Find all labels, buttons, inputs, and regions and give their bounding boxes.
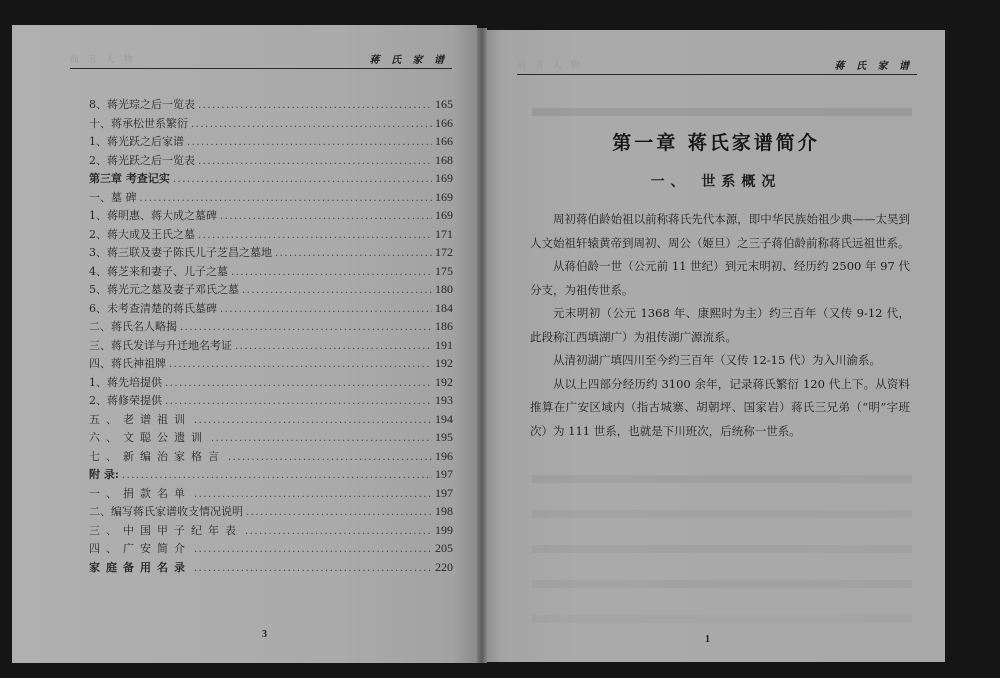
- toc-entry-page: 198: [435, 504, 453, 518]
- toc-entry-title: 2、蒋大成及王氏之墓: [89, 227, 195, 241]
- toc-leader-dots: [198, 227, 432, 244]
- toc-entry-page: 184: [435, 300, 453, 315]
- book-spine: [477, 28, 487, 663]
- toc-entry: [89, 132, 453, 151]
- toc-leader-dots: [165, 393, 432, 410]
- toc-leader-dots: [194, 560, 432, 577]
- toc-entry-title: 4、蒋芝来和妻子、儿子之墓: [89, 264, 228, 278]
- toc-entry-page: 166: [435, 115, 453, 130]
- toc-entry-page: 165: [435, 97, 453, 111]
- toc-entry: [89, 447, 453, 466]
- toc-entry-page: 196: [435, 448, 453, 463]
- toc-entry-page: 180: [435, 282, 453, 296]
- toc-entry-page: 191: [435, 337, 453, 352]
- toc-entry-page: 199: [435, 522, 453, 537]
- toc-leader-dots: [231, 264, 432, 281]
- running-head-section: 前 言 人 物: [70, 55, 136, 65]
- toc-leader-dots: [194, 412, 432, 429]
- toc-entry: [89, 114, 453, 133]
- toc-entry-page: 192: [435, 356, 453, 370]
- running-head-title: 蒋 氏 家 谱: [369, 55, 448, 66]
- toc-leader-dots: [211, 430, 432, 447]
- section-title: 一、 世系概况: [650, 174, 782, 190]
- toc-leader-dots: [198, 97, 432, 114]
- table-of-contents: [89, 95, 453, 576]
- toc-entry-title: 附 录:: [89, 468, 119, 481]
- toc-entry-title: 三、蒋氏发详与升迁地名考证: [89, 338, 232, 352]
- toc-entry-title: 5、蒋光元之墓及妻子邓氏之墓: [89, 283, 239, 296]
- toc-entry: [89, 262, 453, 281]
- toc-leader-dots: [220, 208, 432, 225]
- toc-entry-page: 166: [435, 134, 453, 148]
- toc-entry-page: 169: [435, 171, 453, 185]
- toc-entry: [89, 465, 453, 484]
- toc-leader-dots: [242, 282, 432, 299]
- toc-entry-title: 一、墓 碑: [89, 190, 137, 204]
- toc-leader-dots: [194, 541, 432, 558]
- paragraph: 周初蒋伯龄始祖以前称蒋氏先代本源，即中华民族始祖少典——太昊到人文始祖轩辕黄帝到周初、周公（姬旦）之三子蒋伯龄前称蒋氏远祖世系。: [530, 212, 910, 250]
- toc-entry: [89, 428, 453, 447]
- toc-entry: [89, 373, 453, 392]
- paragraph: 从以上四部分经历约 3100 余年，记录蒋氏繁衍 120 代上下。从资料推算在广安区域内（指古城寨、胡朝坪、国家岩）蒋氏三兄弟（“明”字班次）为 111 世系，也就是下川班次，后统称一世系。: [530, 376, 910, 438]
- body-text: [530, 208, 910, 443]
- toc-entry-title: 2、蒋光跃之后一览表: [89, 153, 195, 167]
- toc-entry: [89, 391, 453, 410]
- toc-leader-dots: [194, 486, 432, 503]
- page-number: 3: [262, 629, 267, 640]
- toc-leader-dots: [198, 153, 432, 170]
- toc-entry: [89, 225, 453, 244]
- toc-entry: [89, 206, 453, 225]
- toc-entry: [89, 354, 453, 373]
- toc-entry-title: 3、蒋三联及妻子陈氏儿子芝昌之墓地: [89, 246, 272, 259]
- toc-leader-dots: [246, 504, 432, 521]
- toc-entry: [89, 188, 453, 207]
- toc-entry-title: 1、蒋明惠、蒋大成之墓碑: [89, 209, 217, 222]
- toc-leader-dots: [235, 338, 432, 355]
- toc-entry: [89, 243, 453, 262]
- toc-leader-dots: [169, 356, 432, 373]
- toc-entry-page: 172: [435, 245, 453, 259]
- show-through-text: [532, 545, 912, 553]
- toc-entry-title: 五、老谱祖训: [89, 412, 191, 426]
- running-head-title: 蒋 氏 家 谱: [834, 61, 913, 72]
- toc-entry: [89, 502, 453, 521]
- toc-entry-page: 169: [435, 189, 453, 204]
- toc-entry: [89, 558, 453, 577]
- toc-entry-title: 6、未考查清楚的蒋氏墓碑: [89, 301, 217, 315]
- left-page: [12, 25, 477, 663]
- toc-entry: [89, 151, 453, 170]
- toc-entry-page: 194: [435, 411, 453, 426]
- toc-entry-title: 十、蒋承松世系繁衍: [89, 116, 188, 130]
- toc-entry-page: 169: [435, 208, 453, 222]
- toc-entry-title: 家庭备用名录: [89, 560, 191, 574]
- running-head: [517, 56, 917, 75]
- toc-entry-title: 三、中国甲子纪年表: [89, 523, 242, 537]
- toc-entry-title: 2、蒋修荣提供: [89, 394, 162, 407]
- toc-entry: [89, 280, 453, 299]
- toc-entry-page: 193: [435, 393, 453, 407]
- toc-entry-title: 1、蒋先培提供: [89, 375, 162, 389]
- toc-entry-title: 一、捐款名单: [89, 486, 191, 500]
- toc-entry: [89, 336, 453, 355]
- toc-entry-page: 195: [435, 430, 453, 444]
- running-head: [70, 50, 452, 69]
- toc-leader-dots: [140, 190, 433, 207]
- paragraph: 从蒋伯龄一世（公元前 11 世纪）到元末明初、经历约 2500 年 97 代分支，为祖传世系。: [530, 259, 910, 297]
- toc-entry-page: 168: [435, 152, 453, 167]
- show-through-text: [532, 510, 912, 518]
- toc-entry-title: 第三章 考查记实: [89, 172, 170, 185]
- toc-entry: [89, 317, 453, 336]
- toc-entry: [89, 539, 453, 558]
- toc-entry-page: 175: [435, 263, 453, 278]
- toc-entry-title: 六、文聪公遗训: [89, 431, 208, 444]
- toc-entry-title: 四、广安简介: [89, 542, 191, 555]
- toc-leader-dots: [275, 245, 432, 262]
- toc-entry-title: 8、蒋光琮之后一览表: [89, 98, 195, 111]
- paragraph: 元末明初（公元 1368 年、康熙时为主）约三百年（又传 9-12 代，此段称江西填湖广）为祖传湖广源流系。: [530, 306, 910, 344]
- toc-entry: [89, 410, 453, 429]
- toc-entry-page: 192: [435, 374, 453, 389]
- toc-leader-dots: [180, 319, 432, 336]
- toc-entry: [89, 484, 453, 503]
- page-number: 1: [705, 634, 710, 645]
- show-through-text: [532, 580, 912, 588]
- toc-leader-dots: [122, 467, 432, 484]
- toc-leader-dots: [187, 134, 432, 151]
- toc-entry-page: 171: [435, 226, 453, 241]
- chapter-title: 第一章 蒋氏家谱简介: [612, 132, 820, 154]
- toc-entry-page: 197: [435, 467, 453, 481]
- show-through-text: [532, 475, 912, 483]
- toc-entry-title: 二、蒋氏名人略揭: [89, 320, 177, 333]
- running-head-section: 前 言 人 物: [517, 61, 583, 71]
- toc-entry-title: 二、编写蒋氏家谱收支情况说明: [89, 505, 243, 518]
- paragraph: 从清初湖广填四川至今约三百年（又传 12-15 代）为入川渝系。: [553, 353, 881, 367]
- toc-leader-dots: [191, 116, 432, 133]
- toc-leader-dots: [165, 375, 432, 392]
- toc-entry: [89, 299, 453, 318]
- toc-leader-dots: [220, 301, 432, 318]
- toc-entry: [89, 95, 453, 114]
- toc-leader-dots: [245, 523, 432, 540]
- show-through-text: [532, 108, 912, 116]
- toc-entry-page: 186: [435, 319, 453, 333]
- toc-entry-page: 205: [435, 541, 453, 555]
- toc-leader-dots: [228, 449, 432, 466]
- toc-entry-title: 1、蒋光跃之后家谱: [89, 135, 184, 148]
- show-through-text: [532, 615, 912, 623]
- toc-entry-title: 七、新编治家格言: [89, 449, 225, 463]
- toc-entry-page: 220: [435, 559, 453, 574]
- toc-entry-title: 四、蒋氏神祖牌: [89, 357, 166, 370]
- right-page: [487, 30, 945, 662]
- toc-entry: [89, 169, 453, 188]
- toc-entry-page: 197: [435, 485, 453, 500]
- toc-entry: [89, 521, 453, 540]
- toc-leader-dots: [173, 171, 432, 188]
